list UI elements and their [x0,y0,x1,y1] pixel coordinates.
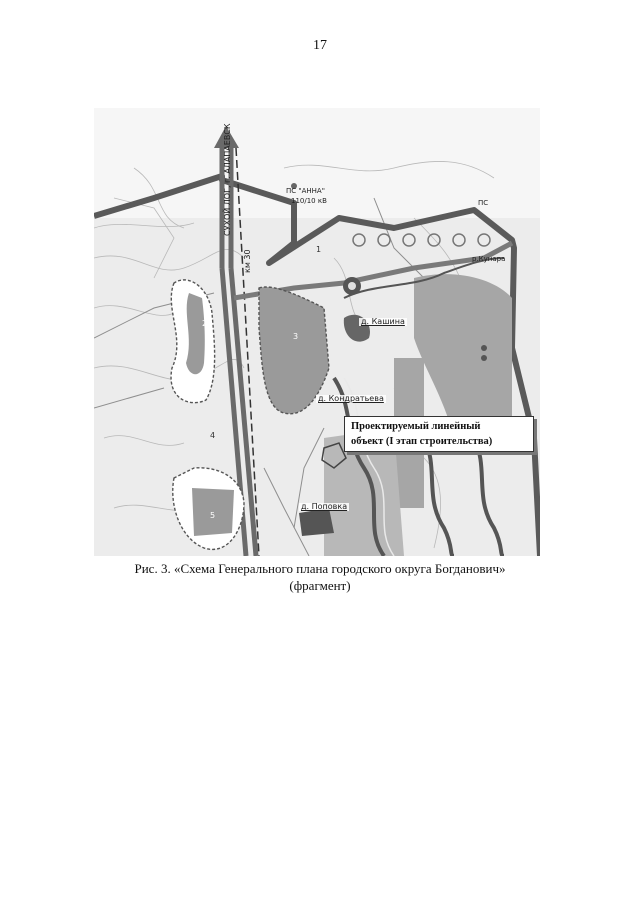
road-north-label: СУХОЙ ЛОГ, г. АЛАПАЕВСК [223,123,232,236]
substation-name-label: ПС "АННА" [286,187,325,195]
zone-2-label: 2 [202,319,208,328]
page-number: 17 [313,38,327,53]
map-drawing [94,108,540,556]
projected-object-callout [344,416,534,452]
zone-1-label: 1 [316,245,322,254]
caption-line-1: Рис. 3. «Схема Генерального плана городского округа Богданович» [134,561,506,576]
caption-line-2: (фрагмент) [289,578,351,593]
village-kondratyeva-label: д. Кондратьева [318,394,384,403]
ps-right-label: ПС [478,199,489,207]
map-figure [94,108,540,556]
village-kashina-label: д. Кашина [361,317,405,326]
zone-3-label: 3 [293,332,299,341]
zone-5-label: 5 [210,511,216,520]
zone-4-label: 4 [210,431,216,440]
callout-line-2: объект (I этап строительства) [351,436,493,447]
callout-line-1: Проектируемый линейный [351,421,481,432]
road-km-label: км 30 [243,249,252,273]
substation-voltage-label: 110/10 кВ [291,197,327,205]
river-label: р.Кунара [472,255,506,263]
figure-caption [0,560,640,594]
village-popovka-label: д. Поповка [301,502,348,511]
